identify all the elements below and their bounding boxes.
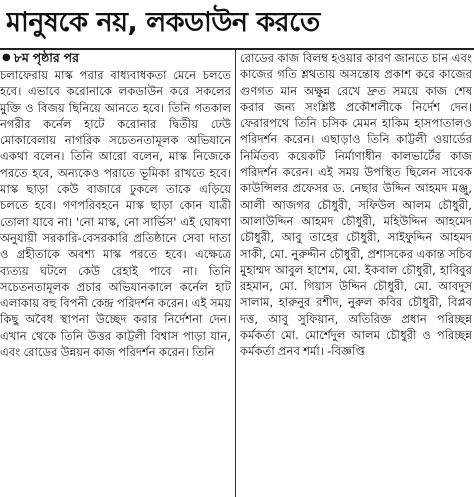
article-column-right bbox=[240, 50, 472, 497]
continued-from-label bbox=[0, 50, 231, 67]
left-column-body: চলাফেরায় মাস্ক পরার বাধ্যবাধকতা মেনে চলতে হবে। এভাবে করোনাকে লকডাউন করে সকলের মুক্তি ও বিজয় ছিনিয়ে আনতে হবে। তিনি গতকাল নগরীর কর্নেল হাটে করোনার দ্বিতীয় ঢেউ মোকাবেলায় নাগরিক সচেতনতামূলক অভিযানে একথা বলেন। তিনি আরো বলেন, মাস্ক নিজেকে পরতে হবে, অন্যকেও পরাতে ভূমিকা রাখতে হবে। মাস্ক ছাড়া কেউ বাজারে ঢুকলে তাকে এড়িয়ে চলতে হবে। গণপরিবহনে মাস্ক ছাড়া কোন যাত্রী তোলা যাবে না। 'নো মাস্ক, নো সার্ভিস' এই ঘোষণা অনুযায়ী সরকারি-বেসরকারি প্রতিষ্ঠানে সেবা দাতা ও গ্রহীতাকে অবশ্য মাস্ক পরতে হবে। এক্ষেত্রে ব্যত্যয় ঘটলে কেউ রেহাই পাবে না। তিনি সচেতনতামূলক প্রচার অভিযানকালে কর্নেল হাট এলাকায় বহু বিপনী কেন্দ্র পরিদর্শন করেন। এই সময় কিছু অবৈধ স্থাপনা উচ্ছেদ করার নির্দেশনা দেন। এখান থেকে তিনি উত্তর কাট্টলী বিশ্বাস পাড়া যান, এবং রোডের উন্নয়ন কাজ পরিদর্শন করেন। তিনি bbox=[0, 68, 231, 360]
right-column-body: রোডের কাজ বিলম্ব হওয়ার কারণ জানতে চান এবং কাজের গতি শ্লথতায় অসন্তোষ প্রকাশ করে কাজের গুণগত মান অক্ষুন্ন রেখে দ্রুত সময়ে কাজ শেষ করার জন্য সংশ্লিষ্ট প্রকৌশলীকে নির্দেশ দেন। ফেরারপথে তিনি চসিক মেমন হাকিম হাসপাতালও পরিদর্শন করেন। এছাড়াও তিনি কাট্টলী ওয়ার্ডের নির্মিতব্য কয়েকটি নির্মাণাধীন কালভার্টের কাজ পরিদর্শন করেন। এই সময় উপস্থিত ছিলেন সাবেক কাউন্সিলর প্রফেসর ড. নেছার উদ্দিন আহমদ মঞ্জু, আলী আজগর চৌধুরী, সফিউল আলম চৌধুরী, আলাউদ্দিন আহমদ চৌধুরী, মহিউদ্দিন আহমেদ চৌধুরী, আবু তাহের চৌধুরী, সাইফুদ্দিন আহমদ সাকী, মো. নুরুদ্দীন চৌধুরী, প্রশাসকের একান্ত সচিব মুহাম্মদ আবুল হাশেম, মো. ইকবাল চৌধুরী, হাবিবুর রহমান, মো. গিয়াস উদ্দিন চৌধুরী, মো. আবদুস সালাম, হারুনুর রশীদ, নুরুল কবির চৌধুরী, বিপ্লব দত্ত, আবু সুফিয়ান, অতিরিক্ত প্রধান পরিচ্ছন্ন কর্মকর্তা মো. মোর্শেদুল আলম চৌধুরী ও পরিচ্ছন্ন কর্মকর্তা প্রনব শর্মা। -বিজ্ঞপ্তি bbox=[240, 51, 472, 359]
continued-from-text: ৮ম পৃষ্ঠার পর bbox=[13, 50, 79, 66]
column-divider bbox=[235, 50, 236, 497]
headline: মানুষকে নয়, লকডাউন করতে bbox=[6, 7, 320, 38]
article-column-left bbox=[0, 50, 231, 497]
circle-bullet-icon: ● bbox=[2, 52, 11, 64]
